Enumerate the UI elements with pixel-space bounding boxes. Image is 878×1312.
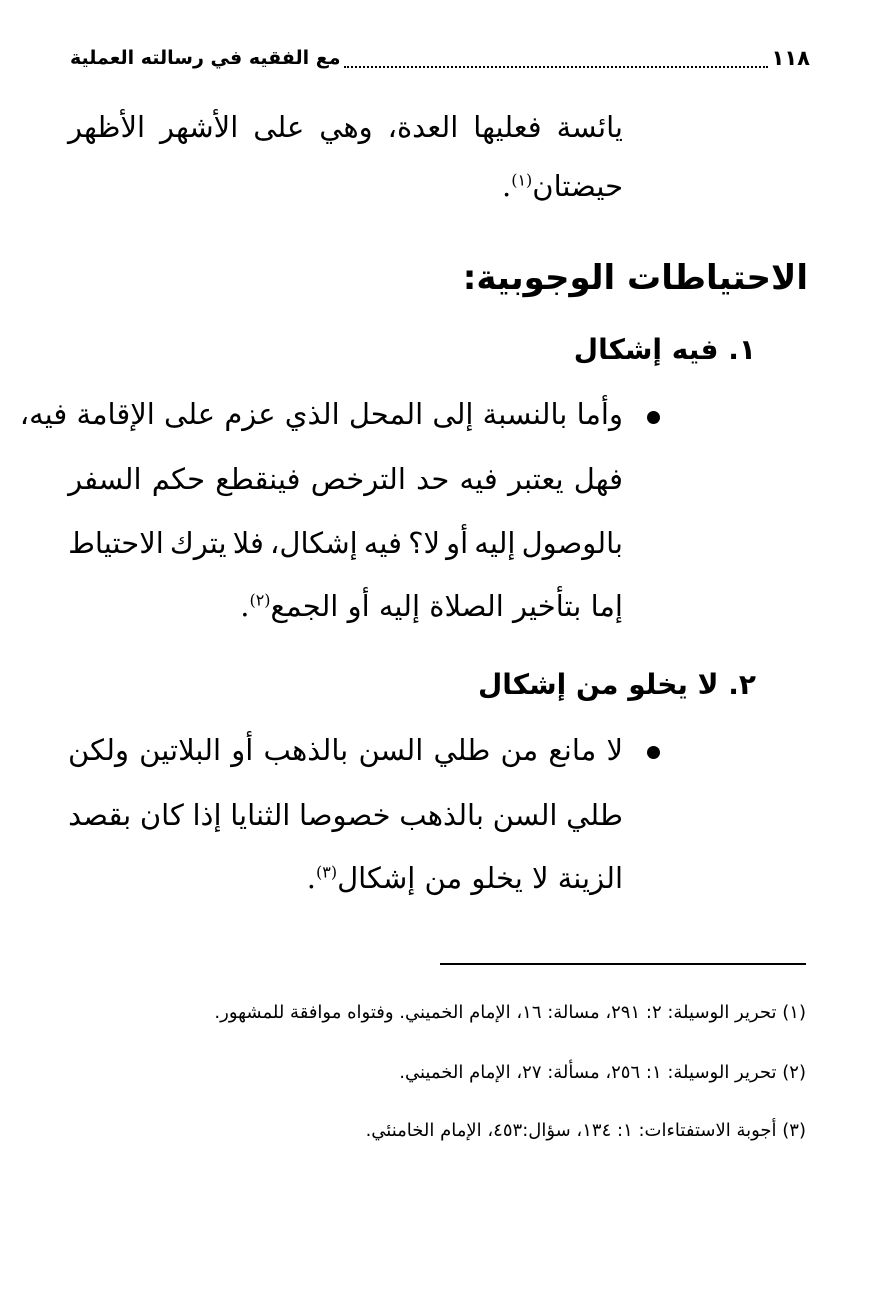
footnote-separator: [440, 963, 806, 965]
footnote-2: (٢) تحرير الوسيلة: ١: ٢٥٦، مسألة: ٢٧، الإمام الخميني.: [399, 1062, 806, 1083]
footnote-ref-1[interactable]: (١): [511, 170, 533, 190]
item-2-line-1: لا مانع من طلي السن بالذهب أو البلاتين ولكن: [68, 733, 623, 767]
item-1-heading: ١. فيه إشكال: [573, 333, 756, 366]
book-title: مع الفقيه في رسالته العملية: [70, 47, 341, 69]
item-2-line-2: طلي السن بالذهب خصوصا الثنايا إذا كان بقصد: [68, 798, 623, 832]
footnote-ref-2[interactable]: (٢): [249, 590, 271, 610]
item-2-heading: ٢. لا يخلو من إشكال: [477, 668, 756, 701]
intro-line-2: حيضتان$^{(١)}$.: [501, 169, 623, 203]
running-header: [70, 40, 810, 76]
item-2-line-3: الزينة لا يخلو من إشكال$^{(٣)}$.: [306, 861, 623, 895]
page-number: ١١٨: [771, 46, 810, 70]
footnote-ref-3[interactable]: (٣): [315, 862, 338, 882]
header-leader-dots: [344, 48, 767, 68]
bullet-icon: [647, 411, 660, 424]
bullet-icon: [647, 746, 660, 759]
item-1-line-2: فهل يعتبر فيه حد الترخص فينقطع حكم السفر: [68, 462, 623, 496]
item-1-line-4: إما بتأخير الصلاة إليه أو الجمع$^{(٢)}$.: [240, 589, 623, 623]
item-1-line-1: وأما بالنسبة إلى المحل الذي عزم على الإقامة فيه،: [19, 397, 623, 431]
footnote-1: (١) تحرير الوسيلة: ٢: ٢٩١، مسالة: ١٦، الإمام الخميني. وفتواه موافقة للمشهور.: [214, 1002, 806, 1023]
section-heading: الاحتياطات الوجوبية:: [462, 258, 808, 298]
intro-line-1: يائسة فعليها العدة، وهي على الأشهر الأظهر: [68, 110, 623, 144]
item-1-line-3: بالوصول إليه أو لا؟ فيه إشكال، فلا يترك الاحتياط: [68, 526, 623, 560]
footnote-3: (٣) أجوبة الاستفتاءات: ١: ١٣٤، سؤال:٤٥٣، الإمام الخامنئي.: [365, 1120, 806, 1141]
